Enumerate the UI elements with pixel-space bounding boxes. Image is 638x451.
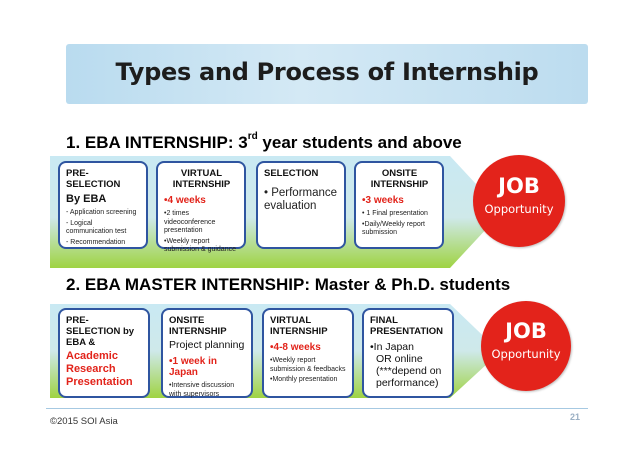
list-item: - Logical communication test xyxy=(66,219,127,235)
section1-heading-suffix: year students and above xyxy=(257,133,462,152)
card-bullet: • Performance evaluation xyxy=(264,187,338,212)
job-subtitle: Opportunity xyxy=(491,347,561,361)
card-item-list xyxy=(362,210,437,238)
slide-title: Types and Process of Internship xyxy=(115,58,539,86)
list-item: •Monthly presentation xyxy=(270,376,338,383)
section1-onsite-card xyxy=(354,161,444,249)
list-item: •2 times videoconference presentation xyxy=(164,210,216,234)
section1-selection-card xyxy=(256,161,346,249)
section2-virtual-card xyxy=(262,308,354,398)
job-word: JOB xyxy=(498,174,540,198)
highlight-line: Academic xyxy=(66,350,118,362)
card-duration: •3 weeks xyxy=(362,195,404,206)
card-line: •In Japan xyxy=(370,341,414,353)
card-duration: •1 week in Japan xyxy=(169,356,217,378)
list-item: •Weekly report submission & feedbacks xyxy=(270,357,346,373)
card-title: FINAL PRESENTATION xyxy=(370,315,444,337)
section1-virtual-card xyxy=(156,161,246,253)
section1-preselection-card xyxy=(58,161,148,249)
card-subtitle: Project planning xyxy=(169,339,245,351)
section2-final-card xyxy=(362,308,454,398)
page-number: 21 xyxy=(570,412,581,422)
card-line: (***depend on xyxy=(376,365,442,377)
section2-preselection-card xyxy=(58,308,150,398)
card-item-list xyxy=(270,357,347,385)
card-duration: •4-8 weeks xyxy=(270,342,321,353)
card-title: PRE-SELECTION xyxy=(66,168,121,190)
section1-job-badge xyxy=(473,155,565,247)
list-item: - Application screening xyxy=(66,209,137,216)
card-item-list xyxy=(66,209,141,247)
list-item: •Intensive discussion with supervisors xyxy=(169,382,235,398)
highlight-line: Research xyxy=(66,363,116,375)
card-duration: •4 weeks xyxy=(164,195,206,206)
highlight-line: Presentation xyxy=(66,376,133,388)
card-title: ONSITE INTERNSHIP xyxy=(169,315,227,337)
card-line: OR online xyxy=(376,353,423,365)
list-item: •Weekly report submission & guidance xyxy=(164,237,236,253)
list-item: - Recommendation xyxy=(66,238,126,246)
card-subtitle: By EBA xyxy=(66,193,107,205)
card-line: performance) xyxy=(376,377,439,389)
section2-job-badge xyxy=(481,301,571,391)
section1-heading-prefix: 1. EBA INTERNSHIP: 3 xyxy=(66,133,248,152)
card-title: VIRTUAL INTERNSHIP xyxy=(172,168,231,190)
card-item-list xyxy=(164,210,239,255)
card-title: ONSITE INTERNSHIP xyxy=(370,168,429,190)
footer-divider xyxy=(46,408,588,409)
card-title: VIRTUAL INTERNSHIP xyxy=(270,315,328,337)
section2-onsite-card xyxy=(161,308,253,398)
list-item: •Daily/Weekly report submission xyxy=(362,220,426,236)
card-title: SELECTION xyxy=(264,168,319,179)
job-word: JOB xyxy=(505,319,547,343)
footer-copyright: ©2015 SOI Asia xyxy=(50,416,118,427)
card-item-list xyxy=(169,382,246,399)
card-highlight xyxy=(66,350,143,389)
card-title: PRE-SELECTION by EBA & xyxy=(66,315,135,348)
job-subtitle: Opportunity xyxy=(484,202,554,216)
title-banner xyxy=(66,44,588,104)
card-lines xyxy=(370,341,447,389)
list-item: • 1 Final presentation xyxy=(362,210,428,217)
section1-heading-sup: rd xyxy=(247,131,258,142)
section2-heading: 2. EBA MASTER INTERNSHIP: Master & Ph.D. students xyxy=(66,275,511,294)
